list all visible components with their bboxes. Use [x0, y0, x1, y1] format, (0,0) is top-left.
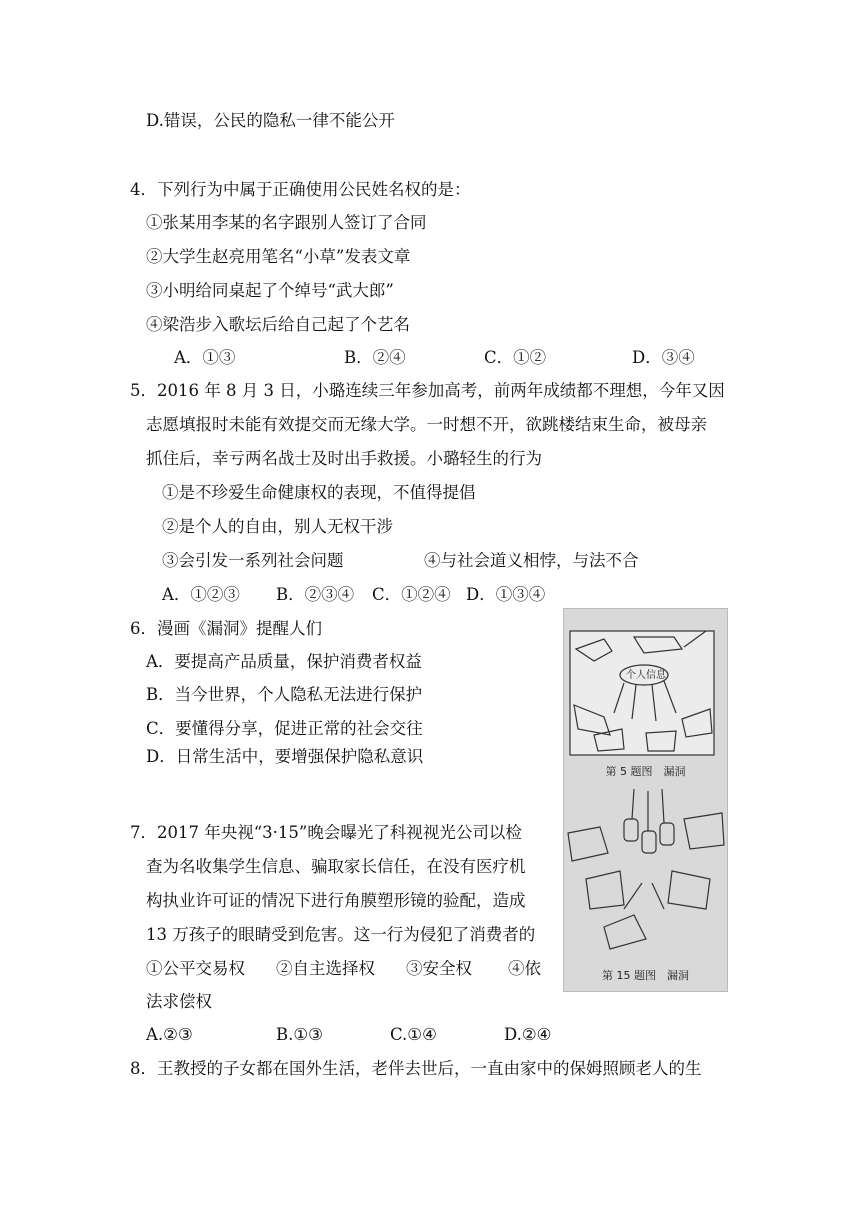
q4-item-3: ③小明给同桌起了个绰号“武大郎”	[146, 281, 394, 300]
q6-stem: 6．漫画《漏洞》提醒人们	[130, 619, 322, 638]
q7-option-c: C.①④	[390, 1025, 437, 1044]
q6-option-b: B．当今世界，个人隐私无法进行保护	[146, 685, 423, 704]
q7-option-a: A.②③	[146, 1025, 193, 1044]
figure-caption-top: 第 5 题图 漏洞	[605, 765, 686, 778]
q7-option-b: B.①③	[276, 1025, 323, 1044]
figure-caption-bottom: 第 15 题图 漏洞	[602, 969, 689, 982]
q5-item-1: ①是不珍爱生命健康权的表现，不值得提倡	[162, 483, 476, 502]
figure-label: 个人信息	[626, 670, 666, 681]
q7-stem-line-2: 查为名收集学生信息、骗取家长信任，在没有医疗机	[146, 857, 526, 876]
cartoon-figure	[563, 608, 728, 992]
q5-option-a: A．①②③	[162, 585, 240, 604]
q7-option-d: D.②④	[504, 1025, 552, 1044]
q5-option-d: D．①③④	[466, 585, 546, 604]
q7-stem-line-4: 13 万孩子的眼睛受到危害。这一行为侵犯了消费者的	[146, 925, 536, 944]
q7-item-2: ②自主选择权	[276, 959, 375, 978]
q4-option-d: D．③④	[632, 348, 695, 367]
q5-stem-line-3: 抓住后，幸亏两名战士及时出手救援。小璐轻生的行为	[146, 449, 542, 468]
q6-option-d: D．日常生活中，要增强保护隐私意识	[146, 747, 424, 766]
q4-option-c: C．①②	[484, 348, 547, 367]
q5-option-b: B．②③④	[276, 585, 355, 604]
q5-stem-line-1: 5．2016 年 8 月 3 日，小璐连续三年参加高考，前两年成绩都不理想，今年又因	[130, 381, 725, 400]
q5-stem-line-2: 志愿填报时未能有效提交而无缘大学。一时想不开，欲跳楼结束生命，被母亲	[146, 415, 707, 434]
q3-option-d: D.错误，公民的隐私一律不能公开	[146, 111, 395, 130]
q4-stem: 4．下列行为中属于正确使用公民姓名权的是：	[130, 180, 471, 199]
q4-item-4: ④梁浩步入歌坛后给自己起了个艺名	[146, 315, 410, 334]
q5-option-c: C．①②④	[372, 585, 451, 604]
q7-stem-line-1: 7．2017 年央视“3·15”晚会曝光了科视视光公司以检	[130, 823, 522, 842]
q4-option-a: A．①③	[174, 348, 236, 367]
q7-item-4-cont: 法求偿权	[146, 992, 212, 1011]
q7-item-1: ①公平交易权	[146, 959, 245, 978]
q5-item-2: ②是个人的自由，别人无权干涉	[162, 517, 393, 536]
q5-item-3: ③会引发一系列社会问题	[162, 551, 344, 570]
q6-option-c: C．要懂得分享，促进正常的社会交往	[146, 719, 423, 738]
q4-item-1: ①张某用李某的名字跟别人签订了合同	[146, 213, 427, 232]
q7-item-3: ③安全权	[406, 959, 472, 978]
q6-option-a: A．要提高产品质量，保护消费者权益	[146, 652, 422, 671]
q4-item-2: ②大学生赵亮用笔名“小草”发表文章	[146, 247, 411, 266]
q7-item-4: ④依	[508, 959, 541, 978]
q4-option-b: B．②④	[344, 348, 406, 367]
q5-item-4: ④与社会道义相悖，与法不合	[424, 551, 639, 570]
cartoon-drawing	[564, 609, 727, 991]
q8-stem: 8．王教授的子女都在国外生活，老伴去世后，一直由家中的保姆照顾老人的生	[130, 1059, 702, 1078]
q7-stem-line-3: 构执业许可证的情况下进行角膜塑形镜的验配，造成	[146, 891, 526, 910]
